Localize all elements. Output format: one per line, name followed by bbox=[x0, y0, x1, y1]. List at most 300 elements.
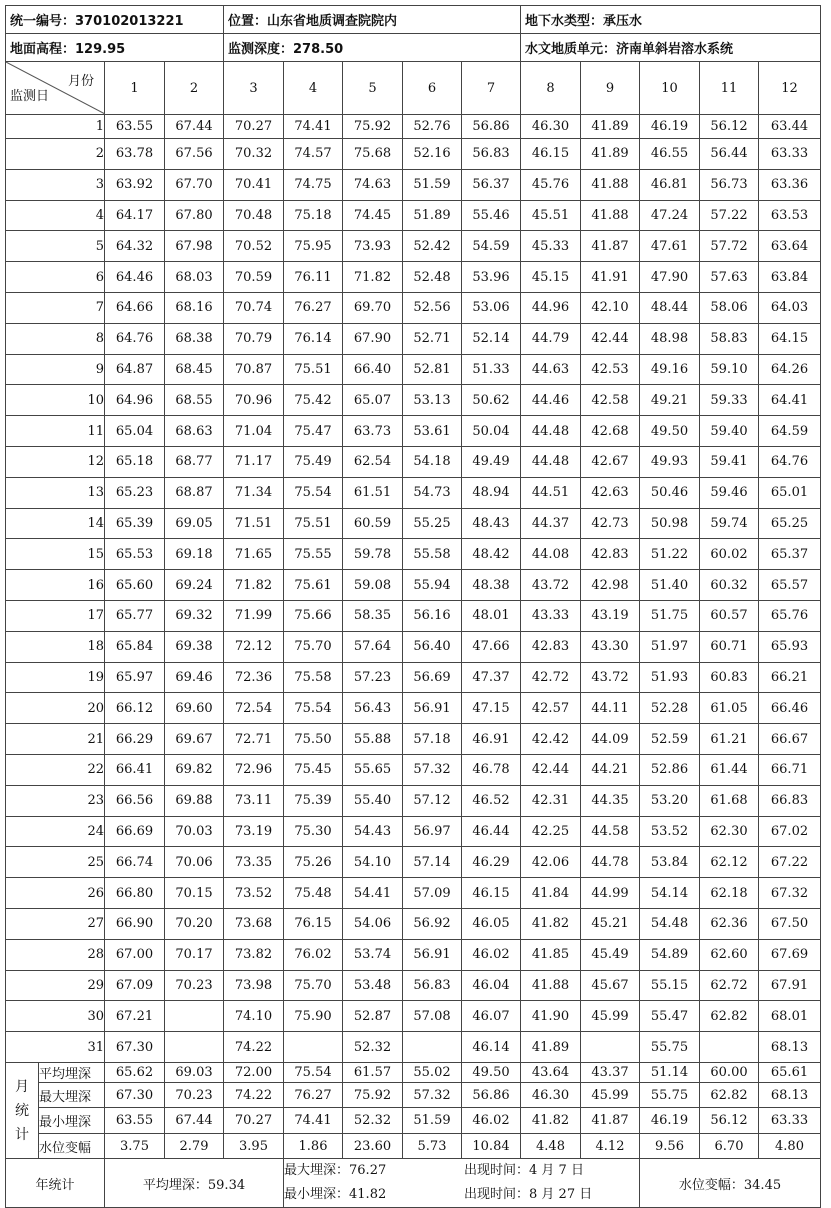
depth-cell: 63.84 bbox=[759, 262, 821, 293]
depth-cell: 68.77 bbox=[165, 446, 224, 477]
depth-cell: 64.26 bbox=[759, 354, 821, 385]
depth-cell: 55.25 bbox=[403, 508, 462, 539]
station-id-value: 370102013221 bbox=[75, 14, 184, 29]
depth-cell: 73.82 bbox=[224, 939, 284, 970]
station-id-cell bbox=[6, 6, 224, 34]
depth-cell: 53.96 bbox=[462, 262, 521, 293]
table-row bbox=[6, 724, 821, 755]
table-row bbox=[6, 1001, 821, 1032]
stat-cell: 5.73 bbox=[403, 1133, 462, 1159]
depth-cell: 65.18 bbox=[105, 446, 165, 477]
depth-cell: 46.29 bbox=[462, 847, 521, 878]
depth-cell: 75.45 bbox=[284, 754, 343, 785]
depth-cell: 45.15 bbox=[521, 262, 581, 293]
depth-cell: 41.84 bbox=[521, 878, 581, 909]
depth-cell: 57.09 bbox=[403, 878, 462, 909]
depth-cell: 46.81 bbox=[640, 169, 700, 200]
depth-cell: 65.97 bbox=[105, 662, 165, 693]
stat-cell: 4.12 bbox=[581, 1133, 640, 1159]
depth-cell: 46.91 bbox=[462, 724, 521, 755]
depth-cell: 70.52 bbox=[224, 231, 284, 262]
depth-cell: 75.51 bbox=[284, 354, 343, 385]
annual-max-label: 最大埋深： bbox=[284, 1163, 350, 1179]
depth-cell: 41.85 bbox=[521, 939, 581, 970]
depth-cell: 45.33 bbox=[521, 231, 581, 262]
depth-cell: 67.02 bbox=[759, 816, 821, 847]
depth-cell: 75.42 bbox=[284, 385, 343, 416]
depth-cell: 47.66 bbox=[462, 631, 521, 662]
depth-cell: 63.73 bbox=[343, 416, 403, 447]
month-header-10: 10 bbox=[640, 62, 700, 115]
depth-cell: 57.32 bbox=[403, 754, 462, 785]
depth-cell: 57.14 bbox=[403, 847, 462, 878]
depth-cell: 62.30 bbox=[700, 816, 759, 847]
annual-min-line bbox=[284, 1183, 639, 1207]
monitoring-depth-label: 监测深度： bbox=[228, 42, 294, 57]
annual-range-value: 34.45 bbox=[743, 1177, 782, 1193]
stat-cell: 3.95 bbox=[224, 1133, 284, 1159]
depth-cell: 66.21 bbox=[759, 662, 821, 693]
depth-cell: 73.52 bbox=[224, 878, 284, 909]
stat-cell: 74.22 bbox=[224, 1082, 284, 1108]
depth-cell: 75.50 bbox=[284, 724, 343, 755]
depth-cell: 75.90 bbox=[284, 1001, 343, 1032]
depth-cell: 46.05 bbox=[462, 908, 521, 939]
depth-cell: 51.89 bbox=[403, 200, 462, 231]
annual-stats-row bbox=[6, 1159, 821, 1208]
depth-cell: 51.93 bbox=[640, 662, 700, 693]
day-label: 24 bbox=[6, 816, 105, 847]
depth-cell: 71.04 bbox=[224, 416, 284, 447]
depth-cell: 65.39 bbox=[105, 508, 165, 539]
depth-cell: 42.63 bbox=[581, 477, 640, 508]
depth-cell: 49.93 bbox=[640, 446, 700, 477]
day-label: 31 bbox=[6, 1032, 105, 1063]
depth-cell: 70.41 bbox=[224, 169, 284, 200]
depth-cell: 46.78 bbox=[462, 754, 521, 785]
depth-cell: 52.87 bbox=[343, 1001, 403, 1032]
table-row bbox=[6, 662, 821, 693]
stat-cell: 45.99 bbox=[581, 1082, 640, 1108]
depth-cell: 56.69 bbox=[403, 662, 462, 693]
depth-cell: 56.86 bbox=[462, 115, 521, 139]
depth-cell: 42.10 bbox=[581, 292, 640, 323]
depth-cell: 56.12 bbox=[700, 115, 759, 139]
depth-cell: 44.51 bbox=[521, 477, 581, 508]
depth-cell: 75.54 bbox=[284, 477, 343, 508]
depth-cell: 54.73 bbox=[403, 477, 462, 508]
depth-cell: 47.15 bbox=[462, 693, 521, 724]
stat-cell: 23.60 bbox=[343, 1133, 403, 1159]
depth-cell: 52.48 bbox=[403, 262, 462, 293]
depth-cell: 75.30 bbox=[284, 816, 343, 847]
annual-min-value: 41.82 bbox=[349, 1187, 387, 1203]
water-type-value: 承压水 bbox=[603, 14, 643, 29]
depth-cell: 56.92 bbox=[403, 908, 462, 939]
depth-cell: 54.18 bbox=[403, 446, 462, 477]
depth-cell: 65.23 bbox=[105, 477, 165, 508]
depth-cell: 41.88 bbox=[581, 169, 640, 200]
depth-cell: 57.64 bbox=[343, 631, 403, 662]
depth-cell: 53.48 bbox=[343, 970, 403, 1001]
depth-cell: 59.10 bbox=[700, 354, 759, 385]
depth-cell: 48.98 bbox=[640, 323, 700, 354]
depth-cell: 45.99 bbox=[581, 1001, 640, 1032]
depth-cell: 62.60 bbox=[700, 939, 759, 970]
day-label: 5 bbox=[6, 231, 105, 262]
hydro-unit-cell bbox=[521, 34, 821, 62]
depth-cell: 51.59 bbox=[403, 169, 462, 200]
depth-cell: 69.70 bbox=[343, 292, 403, 323]
monthly-stats-label bbox=[6, 1062, 39, 1159]
depth-cell: 62.72 bbox=[700, 970, 759, 1001]
stat-cell: 43.64 bbox=[521, 1062, 581, 1082]
depth-cell: 52.76 bbox=[403, 115, 462, 139]
depth-cell: 67.90 bbox=[343, 323, 403, 354]
depth-cell: 73.93 bbox=[343, 231, 403, 262]
depth-cell: 42.53 bbox=[581, 354, 640, 385]
depth-cell: 49.49 bbox=[462, 446, 521, 477]
depth-cell: 67.98 bbox=[165, 231, 224, 262]
depth-cell: 63.55 bbox=[105, 115, 165, 139]
depth-cell: 59.08 bbox=[343, 570, 403, 601]
depth-cell: 50.98 bbox=[640, 508, 700, 539]
annual-max-line bbox=[284, 1159, 639, 1183]
depth-cell: 52.32 bbox=[343, 1032, 403, 1063]
depth-cell: 41.88 bbox=[581, 200, 640, 231]
header-row-1 bbox=[6, 6, 821, 34]
stat-cell: 6.70 bbox=[700, 1133, 759, 1159]
depth-cell: 70.17 bbox=[165, 939, 224, 970]
depth-cell: 66.29 bbox=[105, 724, 165, 755]
depth-cell: 46.07 bbox=[462, 1001, 521, 1032]
depth-cell: 60.71 bbox=[700, 631, 759, 662]
depth-cell: 66.90 bbox=[105, 908, 165, 939]
depth-cell: 49.16 bbox=[640, 354, 700, 385]
annual-max-value: 76.27 bbox=[349, 1163, 387, 1179]
depth-cell: 48.44 bbox=[640, 292, 700, 323]
stat-label: 最小埋深 bbox=[39, 1108, 105, 1134]
depth-cell: 53.84 bbox=[640, 847, 700, 878]
depth-cell: 67.91 bbox=[759, 970, 821, 1001]
depth-cell: 70.23 bbox=[165, 970, 224, 1001]
depth-cell: 48.43 bbox=[462, 508, 521, 539]
depth-cell: 74.10 bbox=[224, 1001, 284, 1032]
depth-cell: 75.47 bbox=[284, 416, 343, 447]
depth-cell: 71.99 bbox=[224, 600, 284, 631]
monitoring-depth-cell bbox=[224, 34, 521, 62]
depth-cell: 70.03 bbox=[165, 816, 224, 847]
stat-cell: 76.27 bbox=[284, 1082, 343, 1108]
depth-cell: 68.63 bbox=[165, 416, 224, 447]
annual-max-time bbox=[464, 1159, 584, 1183]
elevation-label: 地面高程： bbox=[10, 42, 76, 57]
depth-cell: 69.24 bbox=[165, 570, 224, 601]
depth-cell: 53.06 bbox=[462, 292, 521, 323]
stat-row bbox=[6, 1133, 821, 1159]
depth-cell: 71.82 bbox=[343, 262, 403, 293]
annual-min-time-value: 8 月 27 日 bbox=[529, 1187, 593, 1203]
depth-cell: 55.88 bbox=[343, 724, 403, 755]
depth-cell: 44.11 bbox=[581, 693, 640, 724]
depth-cell: 67.44 bbox=[165, 115, 224, 139]
depth-cell: 75.18 bbox=[284, 200, 343, 231]
depth-cell: 72.71 bbox=[224, 724, 284, 755]
depth-cell: 72.12 bbox=[224, 631, 284, 662]
day-label: 8 bbox=[6, 323, 105, 354]
depth-cell: 52.81 bbox=[403, 354, 462, 385]
depth-cell: 74.57 bbox=[284, 139, 343, 170]
depth-cell: 64.03 bbox=[759, 292, 821, 323]
depth-cell: 68.87 bbox=[165, 477, 224, 508]
day-label: 13 bbox=[6, 477, 105, 508]
depth-cell: 44.35 bbox=[581, 785, 640, 816]
depth-cell: 62.12 bbox=[700, 847, 759, 878]
day-label: 22 bbox=[6, 754, 105, 785]
depth-cell: 67.56 bbox=[165, 139, 224, 170]
depth-cell: 46.15 bbox=[521, 139, 581, 170]
depth-cell: 74.63 bbox=[343, 169, 403, 200]
depth-cell: 53.74 bbox=[343, 939, 403, 970]
location-value: 山东省地质调查院院内 bbox=[267, 14, 398, 29]
depth-cell: 70.59 bbox=[224, 262, 284, 293]
depth-cell: 44.78 bbox=[581, 847, 640, 878]
depth-cell: 68.16 bbox=[165, 292, 224, 323]
depth-cell bbox=[165, 1001, 224, 1032]
depth-cell: 42.98 bbox=[581, 570, 640, 601]
stat-cell: 68.13 bbox=[759, 1082, 821, 1108]
stat-cell: 72.00 bbox=[224, 1062, 284, 1082]
day-label: 10 bbox=[6, 385, 105, 416]
table-row bbox=[6, 970, 821, 1001]
annual-range-cell bbox=[640, 1159, 821, 1208]
depth-cell: 70.74 bbox=[224, 292, 284, 323]
depth-cell: 51.33 bbox=[462, 354, 521, 385]
depth-cell: 63.53 bbox=[759, 200, 821, 231]
depth-cell: 65.93 bbox=[759, 631, 821, 662]
depth-cell: 42.31 bbox=[521, 785, 581, 816]
day-label: 28 bbox=[6, 939, 105, 970]
depth-cell: 56.91 bbox=[403, 693, 462, 724]
depth-cell: 69.38 bbox=[165, 631, 224, 662]
day-label: 16 bbox=[6, 570, 105, 601]
depth-cell: 46.15 bbox=[462, 878, 521, 909]
depth-cell: 47.90 bbox=[640, 262, 700, 293]
depth-cell: 51.97 bbox=[640, 631, 700, 662]
depth-cell: 44.96 bbox=[521, 292, 581, 323]
depth-cell: 66.41 bbox=[105, 754, 165, 785]
monthly-stats-label-char: 月 bbox=[15, 1078, 29, 1095]
table-row bbox=[6, 446, 821, 477]
depth-cell: 42.42 bbox=[521, 724, 581, 755]
depth-cell: 54.41 bbox=[343, 878, 403, 909]
depth-cell: 66.69 bbox=[105, 816, 165, 847]
depth-cell: 41.88 bbox=[521, 970, 581, 1001]
depth-cell: 59.74 bbox=[700, 508, 759, 539]
depth-cell: 66.71 bbox=[759, 754, 821, 785]
depth-cell: 55.58 bbox=[403, 539, 462, 570]
depth-cell: 63.44 bbox=[759, 115, 821, 139]
depth-cell: 55.75 bbox=[640, 1032, 700, 1063]
depth-cell: 53.61 bbox=[403, 416, 462, 447]
depth-cell: 63.78 bbox=[105, 139, 165, 170]
depth-cell: 60.32 bbox=[700, 570, 759, 601]
annual-range-label: 水位变幅： bbox=[678, 1177, 744, 1193]
table-row bbox=[6, 570, 821, 601]
day-label: 1 bbox=[6, 115, 105, 139]
depth-cell: 75.61 bbox=[284, 570, 343, 601]
depth-cell: 44.37 bbox=[521, 508, 581, 539]
depth-cell: 70.79 bbox=[224, 323, 284, 354]
day-label: 11 bbox=[6, 416, 105, 447]
stat-cell: 3.75 bbox=[105, 1133, 165, 1159]
depth-cell: 44.08 bbox=[521, 539, 581, 570]
table-row bbox=[6, 939, 821, 970]
depth-cell: 75.66 bbox=[284, 600, 343, 631]
depth-cell: 66.56 bbox=[105, 785, 165, 816]
month-header-9: 9 bbox=[581, 62, 640, 115]
day-label: 26 bbox=[6, 878, 105, 909]
header-row-2 bbox=[6, 34, 821, 62]
depth-cell: 72.54 bbox=[224, 693, 284, 724]
depth-cell: 42.83 bbox=[521, 631, 581, 662]
depth-cell: 68.01 bbox=[759, 1001, 821, 1032]
depth-cell: 69.67 bbox=[165, 724, 224, 755]
groundwater-monitoring-table bbox=[5, 5, 821, 1208]
depth-cell: 70.96 bbox=[224, 385, 284, 416]
table-row bbox=[6, 115, 821, 139]
depth-cell: 54.14 bbox=[640, 878, 700, 909]
depth-cell: 51.22 bbox=[640, 539, 700, 570]
depth-cell: 68.55 bbox=[165, 385, 224, 416]
stat-cell: 46.19 bbox=[640, 1108, 700, 1134]
depth-cell: 71.82 bbox=[224, 570, 284, 601]
monthly-stats-label-char: 统 bbox=[15, 1102, 29, 1119]
depth-cell: 52.42 bbox=[403, 231, 462, 262]
depth-cell: 64.15 bbox=[759, 323, 821, 354]
depth-cell: 64.76 bbox=[105, 323, 165, 354]
annual-max-time-value: 4 月 7 日 bbox=[529, 1163, 584, 1179]
day-label: 15 bbox=[6, 539, 105, 570]
month-header-6: 6 bbox=[403, 62, 462, 115]
stat-label: 平均埋深 bbox=[39, 1062, 105, 1082]
depth-cell: 65.76 bbox=[759, 600, 821, 631]
depth-cell: 75.39 bbox=[284, 785, 343, 816]
depth-cell: 44.46 bbox=[521, 385, 581, 416]
table-row bbox=[6, 292, 821, 323]
depth-cell: 45.67 bbox=[581, 970, 640, 1001]
depth-cell: 56.43 bbox=[343, 693, 403, 724]
depth-cell: 69.32 bbox=[165, 600, 224, 631]
day-label: 4 bbox=[6, 200, 105, 231]
depth-cell: 69.18 bbox=[165, 539, 224, 570]
depth-cell: 61.51 bbox=[343, 477, 403, 508]
depth-cell: 66.12 bbox=[105, 693, 165, 724]
depth-cell: 41.82 bbox=[521, 908, 581, 939]
day-label: 9 bbox=[6, 354, 105, 385]
depth-cell: 52.59 bbox=[640, 724, 700, 755]
depth-cell: 42.72 bbox=[521, 662, 581, 693]
depth-cell: 47.24 bbox=[640, 200, 700, 231]
depth-cell: 45.51 bbox=[521, 200, 581, 231]
depth-cell: 41.87 bbox=[581, 231, 640, 262]
stat-cell: 4.80 bbox=[759, 1133, 821, 1159]
depth-cell: 75.54 bbox=[284, 693, 343, 724]
stat-cell: 43.37 bbox=[581, 1062, 640, 1082]
location-cell bbox=[224, 6, 521, 34]
day-label: 27 bbox=[6, 908, 105, 939]
depth-cell: 68.38 bbox=[165, 323, 224, 354]
month-header-1: 1 bbox=[105, 62, 165, 115]
depth-cell: 42.06 bbox=[521, 847, 581, 878]
depth-cell: 49.21 bbox=[640, 385, 700, 416]
depth-cell: 69.82 bbox=[165, 754, 224, 785]
depth-cell: 56.97 bbox=[403, 816, 462, 847]
depth-cell: 73.11 bbox=[224, 785, 284, 816]
depth-cell: 65.37 bbox=[759, 539, 821, 570]
depth-cell: 74.22 bbox=[224, 1032, 284, 1063]
day-label: 19 bbox=[6, 662, 105, 693]
depth-cell: 70.15 bbox=[165, 878, 224, 909]
depth-cell: 69.60 bbox=[165, 693, 224, 724]
depth-cell: 61.21 bbox=[700, 724, 759, 755]
depth-cell: 67.80 bbox=[165, 200, 224, 231]
depth-cell: 44.21 bbox=[581, 754, 640, 785]
depth-cell: 42.25 bbox=[521, 816, 581, 847]
depth-cell: 60.59 bbox=[343, 508, 403, 539]
depth-cell: 75.48 bbox=[284, 878, 343, 909]
depth-cell: 55.46 bbox=[462, 200, 521, 231]
stat-cell: 41.87 bbox=[581, 1108, 640, 1134]
depth-cell: 66.40 bbox=[343, 354, 403, 385]
stat-label: 水位变幅 bbox=[39, 1133, 105, 1159]
month-header-7: 7 bbox=[462, 62, 521, 115]
depth-cell: 56.83 bbox=[403, 970, 462, 1001]
depth-cell: 60.57 bbox=[700, 600, 759, 631]
annual-min-label: 最小埋深： bbox=[284, 1187, 350, 1203]
table-row bbox=[6, 139, 821, 170]
depth-cell: 76.27 bbox=[284, 292, 343, 323]
depth-cell: 76.02 bbox=[284, 939, 343, 970]
depth-cell: 41.91 bbox=[581, 262, 640, 293]
depth-cell: 46.52 bbox=[462, 785, 521, 816]
annual-extremes-cell bbox=[284, 1159, 640, 1208]
day-label: 6 bbox=[6, 262, 105, 293]
depth-cell: 74.41 bbox=[284, 115, 343, 139]
depth-cell: 45.21 bbox=[581, 908, 640, 939]
depth-cell: 48.42 bbox=[462, 539, 521, 570]
hydro-unit-value: 济南单斜岩溶水系统 bbox=[616, 42, 734, 57]
stat-cell: 74.41 bbox=[284, 1108, 343, 1134]
depth-cell: 44.79 bbox=[521, 323, 581, 354]
depth-cell: 62.36 bbox=[700, 908, 759, 939]
depth-cell: 44.48 bbox=[521, 446, 581, 477]
day-label: 23 bbox=[6, 785, 105, 816]
monthly-stats-label-char: 计 bbox=[15, 1126, 29, 1143]
day-label: 17 bbox=[6, 600, 105, 631]
depth-cell: 54.89 bbox=[640, 939, 700, 970]
depth-cell: 59.40 bbox=[700, 416, 759, 447]
stat-cell: 57.32 bbox=[403, 1082, 462, 1108]
depth-cell: 72.96 bbox=[224, 754, 284, 785]
water-type-label: 地下水类型： bbox=[525, 14, 604, 29]
stat-cell: 51.59 bbox=[403, 1108, 462, 1134]
depth-cell: 42.44 bbox=[521, 754, 581, 785]
table-row bbox=[6, 631, 821, 662]
depth-cell: 69.05 bbox=[165, 508, 224, 539]
depth-cell: 56.73 bbox=[700, 169, 759, 200]
depth-cell: 65.25 bbox=[759, 508, 821, 539]
